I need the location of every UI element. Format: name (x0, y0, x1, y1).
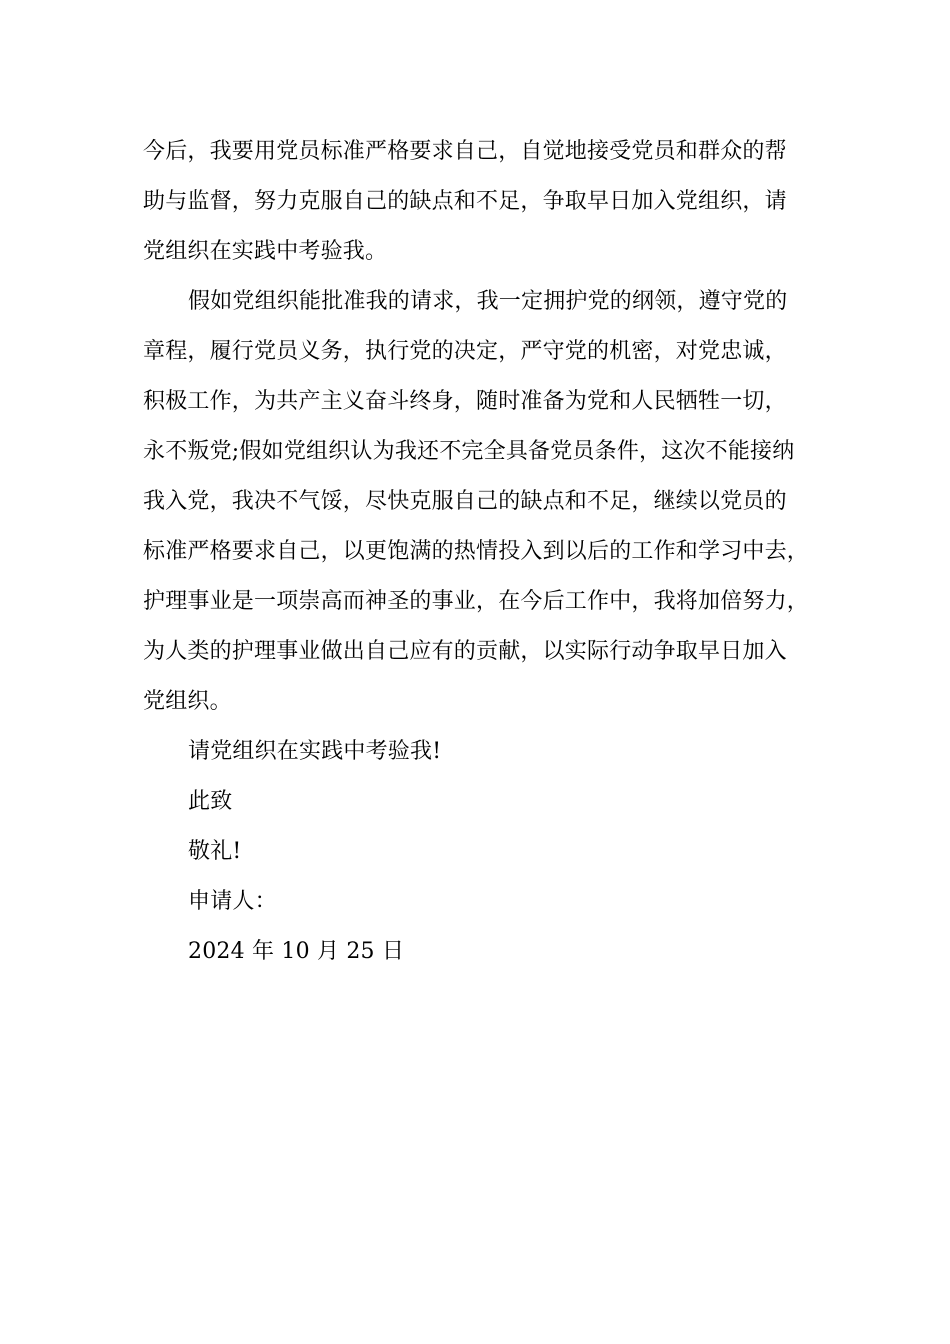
paragraph-2-line-1: 假如党组织能批准我的请求，我一定拥护党的纲领，遵守党的 (188, 289, 788, 314)
paragraph-2-line-3: 积极工作，为共产主义奋斗终身，随时准备为党和人民牺牲一切， (143, 389, 787, 414)
paragraph-2-line-5: 我入党，我决不气馁，尽快克服自己的缺点和不足，继续以党员的 (143, 489, 787, 514)
paragraph-1-line-3: 党组织在实践中考验我。 (143, 239, 388, 264)
paragraph-2-line-7: 护理事业是一项崇高而神圣的事业，在今后工作中，我将加倍努力， (143, 589, 810, 614)
salutation-line-2: 敬礼! (188, 839, 242, 864)
paragraph-2-line-9: 党组织。 (143, 689, 232, 714)
paragraph-2-line-6: 标准严格要求自己，以更饱满的热情投入到以后的工作和学习中去， (143, 539, 810, 564)
paragraph-2-line-4: 永不叛党;假如党组织认为我还不完全具备党员条件，这次不能接纳 (143, 439, 795, 464)
date-line: 2024 年 10 月 25 日 (188, 939, 405, 964)
paragraph-2-line-8: 为人类的护理事业做出自己应有的贡献，以实际行动争取早日加入 (143, 639, 787, 664)
applicant-label: 申请人： (188, 889, 277, 914)
closing-line: 请党组织在实践中考验我! (188, 739, 442, 764)
salutation-line-1: 此致 (188, 789, 233, 814)
paragraph-2-line-2: 章程，履行党员义务，执行党的决定，严守党的机密，对党忠诚， (143, 339, 787, 364)
paragraph-1-line-1: 今后，我要用党员标准严格要求自己，自觉地接受党员和群众的帮 (143, 139, 787, 164)
paragraph-1-line-2: 助与监督，努力克服自己的缺点和不足，争取早日加入党组织，请 (143, 189, 787, 214)
